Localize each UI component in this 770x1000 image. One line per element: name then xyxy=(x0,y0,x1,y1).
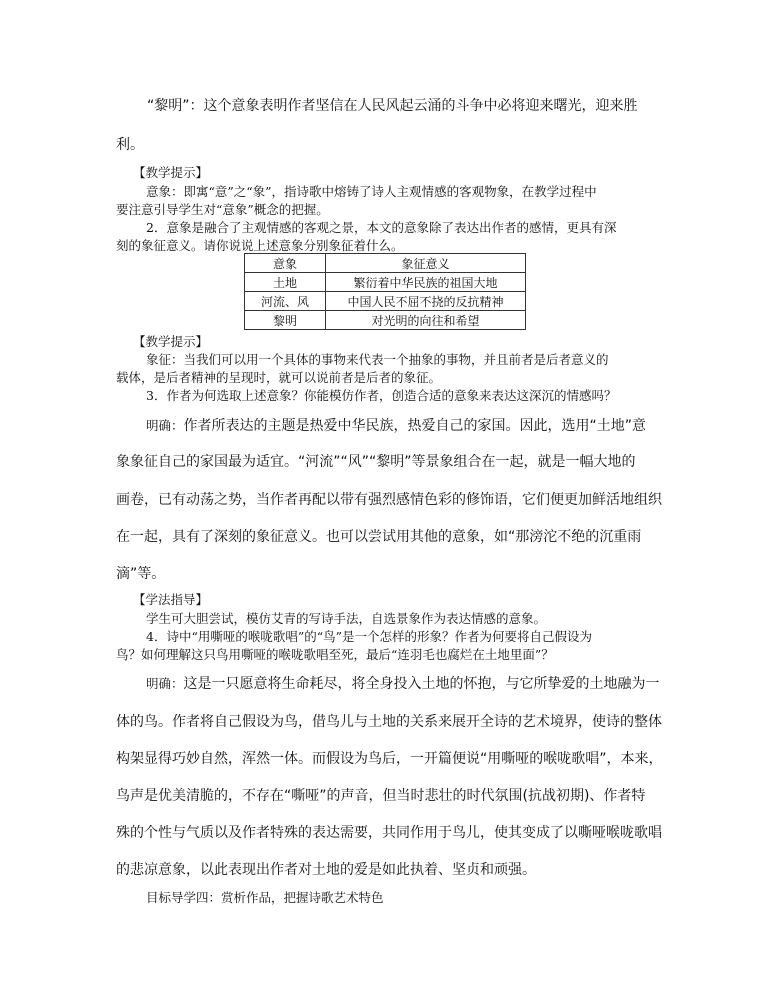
question-2-line-2: 刻的象征意义。请你说说上述意象分别象征着什么。 xyxy=(116,238,404,253)
answer-3-text: 作者所表达的主题是热爱中华民族，热爱自己的家国。因此，选用“土地”意 xyxy=(183,418,647,434)
table-cell: 河流、风 xyxy=(245,292,326,311)
answer-lead: 明确： xyxy=(146,418,184,433)
table-header-cell: 象征意义 xyxy=(326,254,526,273)
table-row xyxy=(245,311,526,330)
question-4-line-1: 4．诗中“用嘶哑的喉咙歌唱”的“鸟”是一个怎样的形象？作者为何要将自己假设为 xyxy=(146,629,593,644)
teaching-tip-heading: 【教学提示】 xyxy=(133,165,209,180)
table-cell: 对光明的向往和希望 xyxy=(326,311,526,330)
table-row xyxy=(245,292,526,311)
answer-3-line-3: 画卷，已有动荡之势，当作者再配以带有强烈感情色彩的修饰语，它们便更加鲜活地组织 xyxy=(116,492,662,508)
question-4-line-2: 鸟？如何理解这只鸟用嘶哑的喉咙歌唱至死，最后“连羽毛也腐烂在土地里面”？ xyxy=(116,647,554,662)
answer-4-text: 这是一只愿意将生命耗尽，将全身投入土地的怀抱，与它所挚爱的土地融为一 xyxy=(183,676,660,692)
intro-line-2: 利。 xyxy=(116,137,144,153)
goal-4-heading: 目标导学四：赏析作品，把握诗歌艺术特色 xyxy=(146,890,384,905)
tip1-line-1: 意象：即寓“意”之“象”，指诗歌中熔铸了诗人主观情感的客观物象，在教学过程中 xyxy=(146,184,597,199)
table-header-cell: 意象 xyxy=(245,254,326,273)
table-cell: 黎明 xyxy=(245,311,326,330)
answer-4-line-5: 殊的个性与气质以及作者特殊的表达需要，共同作用于鸟儿，使其变成了以嘶哑喉咙歌唱 xyxy=(116,825,662,841)
answer-4-line-6: 的悲凉意象，以此表现出作者对土地的爱是如此执着、坚贞和顽强。 xyxy=(116,862,536,878)
tip2-line-2: 载体，是后者精神的呈现时，就可以说前者是后者的象征。 xyxy=(116,370,442,385)
answer-lead: 明确： xyxy=(146,676,184,691)
study-guide-heading: 【学法指导】 xyxy=(133,592,209,607)
answer-4-line-4: 鸟声是优美清脆的，不存在“嘶哑”的声音，但当时悲壮的时代氛围(抗战初期)、作者特 xyxy=(116,788,646,804)
teaching-tip-heading: 【教学提示】 xyxy=(133,334,209,349)
answer-3-line-2: 象象征自己的家国最为适宜。“河流”“风”“黎明”等景象组合在一起，就是一幅大地的 xyxy=(116,454,636,470)
tip2-line-1: 象征：当我们可以用一个具体的事物来代表一个抽象的事物，并且前者是后者意义的 xyxy=(146,352,609,367)
study-guide-line-1: 学生可大胆尝试，模仿艾青的写诗手法，自选景象作为表达情感的意象。 xyxy=(146,611,547,626)
answer-3-line-5: 滴”等。 xyxy=(116,566,166,582)
table-row xyxy=(245,273,526,292)
question-3: 3．作者为何选取上述意象？你能模仿作者，创造合适的意象来表达这深沉的情感吗？ xyxy=(146,388,617,403)
answer-3-line-4: 在一起，具有了深刻的象征意义。也可以尝试用其他的意象，如“那滂沱不绝的沉重雨 xyxy=(116,529,642,545)
answer-3-line-1 xyxy=(146,415,646,435)
table-cell: 土地 xyxy=(245,273,326,292)
answer-4-line-2: 体的鸟。作者将自己假设为鸟，借鸟儿与土地的关系来展开全诗的艺术境界，使诗的整体 xyxy=(116,714,662,730)
answer-4-line-3: 构架显得巧妙自然，浑然一体。而假设为鸟后，一开篇便说“用嘶哑的喉咙歌唱”，本来， xyxy=(116,751,663,767)
table-header-row xyxy=(245,254,526,273)
answer-4-line-1 xyxy=(146,673,660,693)
table-cell: 中国人民不屈不挠的反抗精神 xyxy=(326,292,526,311)
tip1-line-2: 要注意引导学生对“意象”概念的把握。 xyxy=(116,202,329,217)
intro-line-1: “黎明”：这个意象表明作者坚信在人民风起云涌的斗争中必将迎来曙光，迎来胜 xyxy=(147,98,638,114)
question-2-line-1: 2．意象是融合了主观情感的客观之景，本文的意象除了表达出作者的感情，更具有深 xyxy=(146,220,617,235)
symbol-table xyxy=(244,253,526,330)
table-cell: 繁衍着中华民族的祖国大地 xyxy=(326,273,526,292)
